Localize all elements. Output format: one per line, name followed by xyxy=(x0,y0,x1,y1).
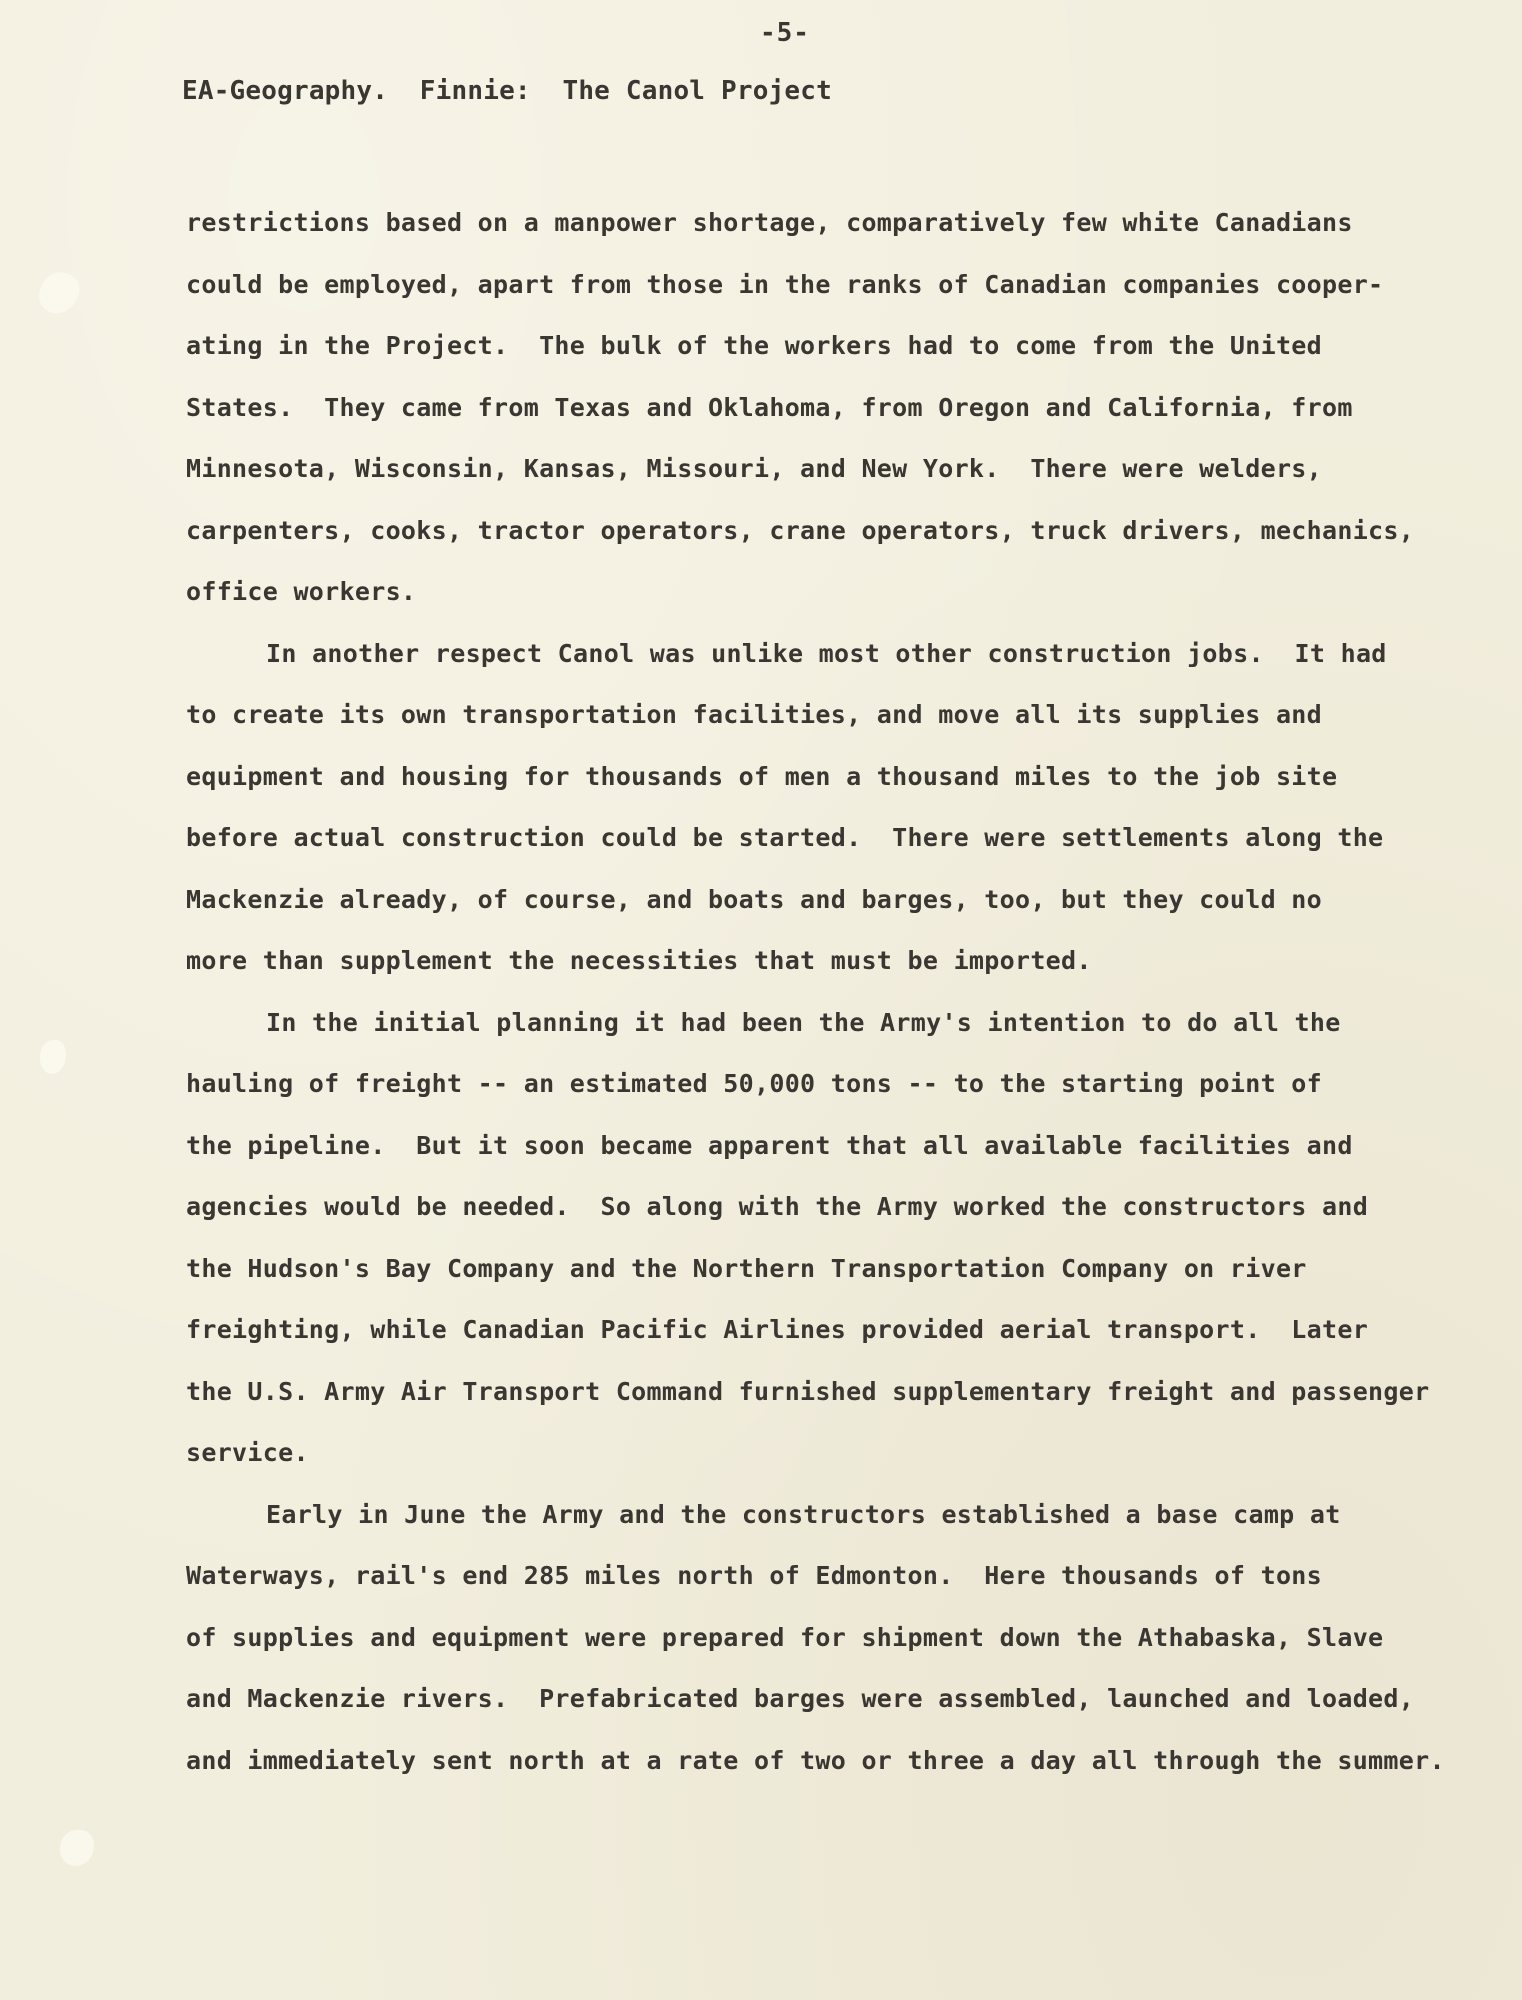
paper-blemish xyxy=(40,1040,66,1074)
text-line: Minnesota, Wisconsin, Kansas, Missouri, and New York. There were welders, xyxy=(186,454,1322,483)
paper-blemish xyxy=(60,1830,94,1866)
text-line: Early in June the Army and the constructors established a base camp at xyxy=(266,1499,1341,1529)
page-number: -5- xyxy=(760,18,810,48)
running-head: EA-Geography. Finnie: The Canol Project xyxy=(182,76,832,106)
text-line: In another respect Canol was unlike most other construction jobs. It had xyxy=(266,638,1387,668)
text-line: equipment and housing for thousands of men a thousand miles to the job site xyxy=(186,761,1338,791)
text-line: carpenters, cooks, tractor operators, crane operators, truck drivers, mechanics, xyxy=(186,515,1415,545)
text-line: Waterways, rail's end 285 miles north of Edmonton. Here thousands of tons xyxy=(186,1561,1322,1590)
text-line: the pipeline. But it soon became apparent that all available facilities and xyxy=(186,1130,1353,1160)
text-line: and Mackenzie rivers. Prefabricated barges were assembled, launched and loaded, xyxy=(186,1684,1415,1713)
text-line: of supplies and equipment were prepared for shipment down the Athabaska, Slave xyxy=(186,1622,1384,1652)
text-line: In the initial planning it had been the Army's intention to do all the xyxy=(266,1007,1341,1037)
text-line: agencies would be needed. So along with the Army worked the constructors and xyxy=(186,1192,1369,1221)
text-line: to create its own transportation facilities, and move all its supplies and xyxy=(186,700,1322,729)
text-line: ating in the Project. The bulk of the workers had to come from the United xyxy=(186,331,1322,360)
text-line: and immediately sent north at a rate of two or three a day all through the summer. xyxy=(186,1745,1445,1775)
text-line: Mackenzie already, of course, and boats and barges, too, but they could no xyxy=(186,884,1322,914)
text-line: before actual construction could be started. There were settlements along the xyxy=(186,823,1384,852)
paper-blemish xyxy=(34,267,84,319)
text-line: the Hudson's Bay Company and the Northern Transportation Company on river xyxy=(186,1253,1307,1283)
text-line: more than supplement the necessities that must be imported. xyxy=(186,946,1092,975)
text-line: restrictions based on a manpower shortage, comparatively few white Canadians xyxy=(186,208,1353,237)
text-line: service. xyxy=(186,1438,309,1467)
text-line: hauling of freight -- an estimated 50,000 tons -- to the starting point of xyxy=(186,1069,1322,1098)
text-line: States. They came from Texas and Oklahoma, from Oregon and California, from xyxy=(186,392,1353,422)
text-line: could be employed, apart from those in the ranks of Canadian companies cooper- xyxy=(186,269,1384,299)
text-line: freighting, while Canadian Pacific Airlines provided aerial transport. Later xyxy=(186,1315,1369,1344)
text-line: office workers. xyxy=(186,577,417,606)
body-text xyxy=(186,192,1456,1791)
text-line: the U.S. Army Air Transport Command furnished supplementary freight and passenger xyxy=(186,1376,1430,1406)
